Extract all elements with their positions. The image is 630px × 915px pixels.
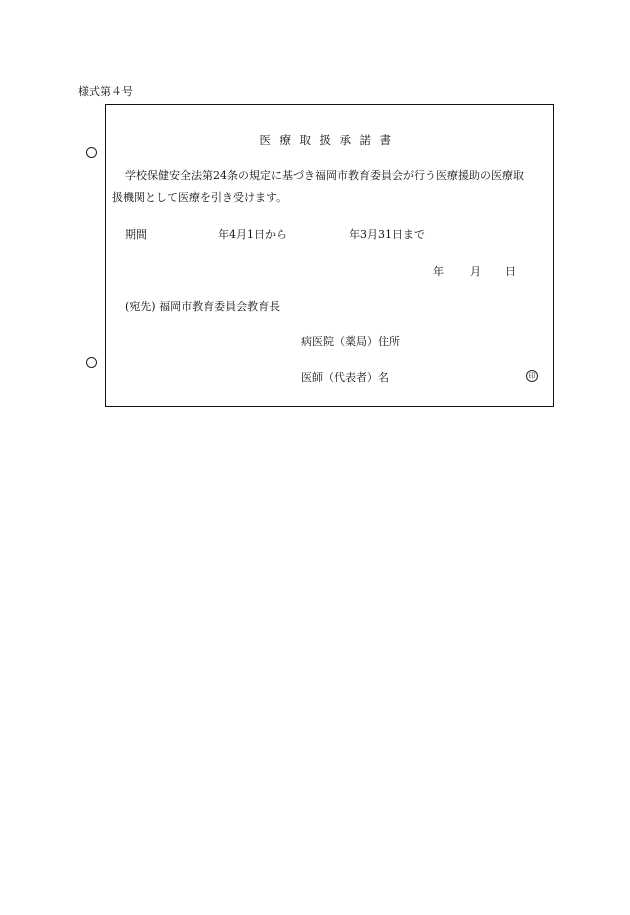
- form-number: 様式第４号: [78, 85, 133, 98]
- body-text-line-2: 扱機関として医療を引き受けます。: [112, 191, 288, 204]
- clinic-address-label: 病医院（薬局）住所: [301, 335, 400, 348]
- period-from-field: 年4月1日から: [218, 228, 287, 241]
- body-text-line-1: 学校保健安全法第24条の規定に基づき福岡市教育委員会が行う医療援助の医療取: [125, 169, 524, 182]
- date-month-field: 月: [470, 265, 481, 278]
- period-label: 期間: [125, 228, 147, 241]
- punch-hole-icon: [86, 147, 97, 158]
- doctor-name-label: 医師（代表者）名: [301, 371, 389, 384]
- addressee: (宛先) 福岡市教育委員会教育長: [125, 300, 281, 313]
- seal-icon: 印: [526, 370, 538, 382]
- date-year-field: 年: [433, 265, 444, 278]
- punch-hole-icon: [86, 357, 97, 368]
- date-day-field: 日: [505, 265, 516, 278]
- period-to-field: 年3月31日まで: [349, 228, 425, 241]
- document-title: 医療取扱承諾書: [259, 133, 400, 147]
- form-frame: [105, 104, 554, 407]
